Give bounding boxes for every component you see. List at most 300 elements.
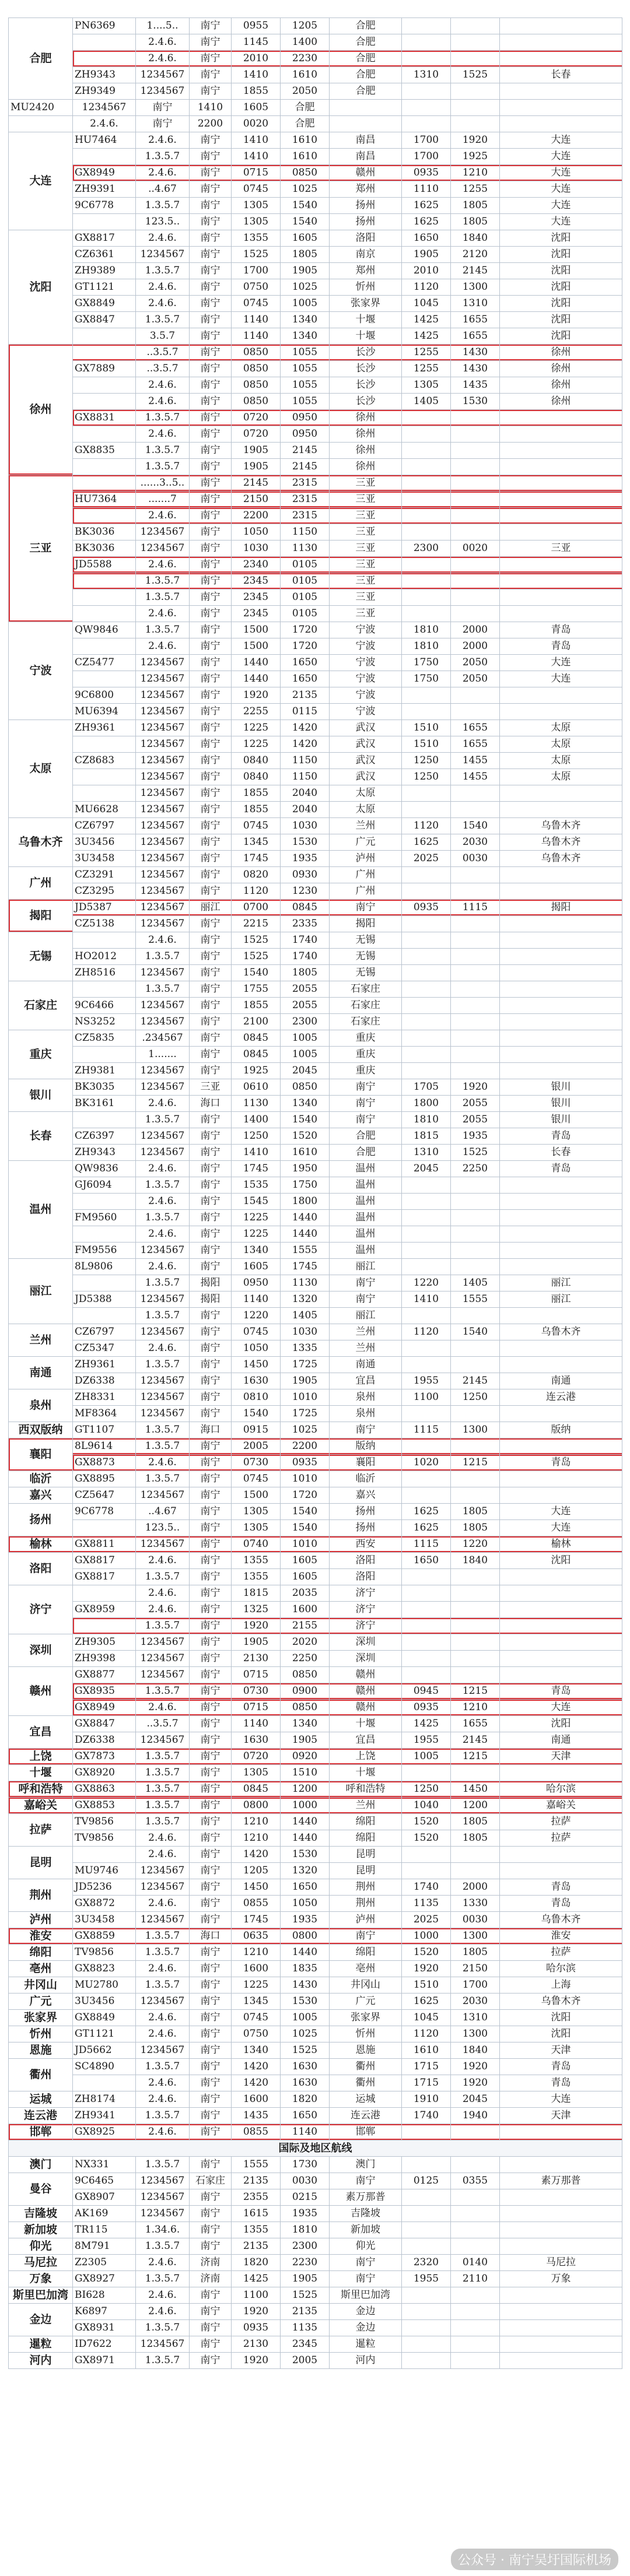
- dep-time-cell: 1340: [232, 2042, 281, 2059]
- flight-no-cell: [73, 51, 136, 67]
- destination-cell: 太原: [500, 753, 622, 769]
- arr-time-2-cell: [402, 116, 451, 132]
- flight-no-cell: [73, 2075, 136, 2091]
- flight-row: [9, 1047, 622, 1063]
- dep-time-cell: 0820: [232, 867, 281, 883]
- dep-time-cell: 1345: [232, 834, 281, 851]
- flight-row: [9, 573, 622, 589]
- flight-row: [9, 606, 622, 622]
- flight-no-cell: GX8849: [73, 2010, 136, 2026]
- schedule-cell: 1.3.5.7: [136, 1749, 190, 1765]
- dep-time-2-cell: [402, 508, 451, 524]
- arr-time-2-cell: [451, 1471, 500, 1487]
- arr-time-2-cell: [451, 1030, 500, 1047]
- dep-time-cell: 2345: [232, 573, 281, 589]
- arr-time-2-cell: [451, 1569, 500, 1585]
- arr-time-2-cell: 1525: [451, 67, 500, 83]
- dep-time-2-cell: 1955: [402, 1373, 451, 1389]
- dep-time-2-cell: 1705: [402, 1079, 451, 1096]
- arr-time-cell: 0900: [281, 1683, 330, 1700]
- dep-time-2-cell: 2025: [402, 851, 451, 867]
- flight-no-cell: [73, 736, 136, 753]
- city-cell: 仰光: [9, 2238, 73, 2255]
- destination-cell: 沈阳: [500, 230, 622, 247]
- arr-time-2-cell: 1655: [451, 328, 500, 345]
- city-cell: 曼谷: [9, 2173, 73, 2206]
- flight-row: [9, 655, 622, 671]
- schedule-cell: 1.3.5.7: [136, 1928, 190, 1945]
- arr-time-2-cell: 1920: [451, 2059, 500, 2075]
- origin-cell: 南宁: [190, 181, 232, 198]
- flight-row: [9, 1210, 622, 1226]
- origin-cell: 海口: [190, 1928, 232, 1945]
- city-cell: 暹粒: [9, 2336, 73, 2353]
- flight-no-cell: [73, 377, 136, 394]
- flight-row: [9, 198, 622, 214]
- destination-cell: [500, 1308, 622, 1324]
- destination-cell: [500, 1210, 622, 1226]
- dep-time-2-cell: [402, 932, 451, 949]
- flight-no-cell: CZ6797: [73, 1324, 136, 1340]
- flight-no-cell: [73, 1308, 136, 1324]
- origin-cell: 石家庄: [190, 2173, 232, 2189]
- stop-cell: 合肥: [330, 67, 402, 83]
- arr-time-2-cell: 2030: [451, 834, 500, 851]
- stop-cell: 长沙: [330, 361, 402, 377]
- flight-row: [9, 1618, 622, 1634]
- flight-no-cell: GX8935: [73, 1683, 136, 1700]
- dep-time-cell: 1305: [232, 1504, 281, 1520]
- origin-cell: 南宁: [190, 1373, 232, 1389]
- destination-cell: [500, 83, 622, 100]
- city-cell: 无锡: [9, 932, 73, 981]
- destination-cell: 榆林: [500, 1536, 622, 1553]
- destination-cell: 沈阳: [500, 296, 622, 312]
- origin-cell: 南宁: [190, 802, 232, 818]
- city-cell: 吉隆坡: [9, 2206, 73, 2222]
- stop-cell: 兰州: [330, 1798, 402, 1814]
- dep-time-2-cell: [402, 34, 451, 51]
- flight-row: [9, 1569, 622, 1585]
- flight-row: [9, 328, 622, 345]
- origin-cell: 南宁: [190, 1994, 232, 2010]
- flight-no-cell: MU6628: [73, 802, 136, 818]
- origin-cell: 南宁: [190, 83, 232, 100]
- dep-time-2-cell: [402, 492, 451, 508]
- dep-time-2-cell: 1810: [402, 1112, 451, 1128]
- flight-row: [9, 132, 622, 149]
- destination-cell: 大连: [500, 1700, 622, 1716]
- arr-time-cell: 1025: [281, 181, 330, 198]
- schedule-cell: 1234567: [136, 818, 190, 834]
- city-cell: 温州: [9, 1161, 73, 1259]
- arr-time-cell: 1010: [281, 1471, 330, 1487]
- destination-cell: [500, 883, 622, 900]
- dep-time-cell: 1130: [232, 1096, 281, 1112]
- arr-time-cell: 1750: [281, 1177, 330, 1194]
- city-cell: 亳州: [9, 1961, 73, 1977]
- dep-time-2-cell: 1910: [402, 2091, 451, 2108]
- dep-time-2-cell: [402, 2304, 451, 2320]
- dep-time-2-cell: [402, 1259, 451, 1275]
- stop-cell: 金边: [330, 2304, 402, 2320]
- flight-row: [9, 34, 622, 51]
- stop-cell: 洛阳: [330, 1569, 402, 1585]
- origin-cell: 南宁: [190, 2075, 232, 2091]
- origin-cell: 南宁: [190, 541, 232, 557]
- destination-cell: [500, 1863, 622, 1879]
- dep-time-cell: 1410: [232, 149, 281, 165]
- arr-time-2-cell: [451, 1765, 500, 1781]
- destination-cell: [500, 802, 622, 818]
- flight-row: [9, 2271, 622, 2287]
- origin-cell: 南宁: [190, 1455, 232, 1471]
- arr-time-cell: 1810: [281, 2222, 330, 2238]
- origin-cell: 南宁: [190, 328, 232, 345]
- arr-time-cell: 1025: [281, 2026, 330, 2042]
- flight-row: [9, 116, 622, 132]
- city-cell: 南通: [9, 1357, 73, 1389]
- origin-cell: 南宁: [190, 2320, 232, 2336]
- flight-row: [9, 1700, 622, 1716]
- stop-cell: 邯郸: [330, 2124, 402, 2140]
- flight-row: [9, 949, 622, 965]
- destination-cell: [500, 785, 622, 802]
- stop-cell: 斯里巴加湾: [330, 2287, 402, 2304]
- destination-cell: 太原: [500, 769, 622, 785]
- stop-cell: 绵阳: [330, 1945, 402, 1961]
- dep-time-2-cell: [402, 573, 451, 589]
- arr-time-2-cell: 1655: [451, 736, 500, 753]
- origin-cell: 南宁: [190, 1308, 232, 1324]
- dep-time-cell: 0845: [232, 1047, 281, 1063]
- arr-time-cell: 1800: [281, 1194, 330, 1210]
- stop-cell: 赣州: [330, 1683, 402, 1700]
- flight-no-cell: [73, 1520, 136, 1536]
- flight-row: [9, 1536, 622, 1553]
- origin-cell: 南宁: [136, 100, 190, 116]
- dep-time-2-cell: 0935: [402, 1700, 451, 1716]
- arr-time-2-cell: [451, 410, 500, 426]
- arr-time-cell: 1605: [281, 1569, 330, 1585]
- dep-time-cell: 0950: [232, 1275, 281, 1291]
- arr-time-2-cell: 2120: [451, 247, 500, 263]
- arr-time-cell: 1730: [281, 2157, 330, 2173]
- destination-cell: 丽江: [500, 1275, 622, 1291]
- arr-time-cell: 2135: [281, 687, 330, 704]
- schedule-cell: 1234567: [136, 900, 190, 916]
- destination-cell: 拉萨: [500, 1945, 622, 1961]
- dep-time-2-cell: [402, 704, 451, 720]
- city-cell: 呼和浩特: [9, 1781, 73, 1798]
- dep-time-cell: 0840: [232, 769, 281, 785]
- dep-time-2-cell: [402, 965, 451, 981]
- stop-cell: 济宁: [330, 1618, 402, 1634]
- dep-time-cell: 1030: [232, 541, 281, 557]
- stop-cell: 重庆: [330, 1030, 402, 1047]
- flight-no-cell: 3U3458: [73, 1912, 136, 1928]
- stop-cell: 赣州: [330, 1700, 402, 1716]
- origin-cell: 南宁: [190, 1536, 232, 1553]
- stop-cell: 武汉: [330, 769, 402, 785]
- schedule-cell: 1234567: [136, 1912, 190, 1928]
- city-cell: 丽江: [9, 1259, 73, 1324]
- origin-cell: 南宁: [190, 2059, 232, 2075]
- flight-no-cell: CZ8683: [73, 753, 136, 769]
- dep-time-2-cell: 1815: [402, 1128, 451, 1145]
- dep-time-cell: 1540: [232, 965, 281, 981]
- stop-cell: 兰州: [330, 1324, 402, 1340]
- destination-cell: 拉萨: [500, 1830, 622, 1847]
- city-cell: 银川: [9, 1079, 73, 1112]
- dep-time-2-cell: 1650: [402, 1553, 451, 1569]
- flight-no-cell: HU7364: [73, 492, 136, 508]
- dep-time-cell: 2355: [232, 2189, 281, 2206]
- schedule-cell: 1.3.5.7: [136, 2238, 190, 2255]
- origin-cell: 南宁: [190, 1014, 232, 1030]
- schedule-cell: 2.4.6.: [136, 230, 190, 247]
- flight-no-cell: CZ5477: [73, 655, 136, 671]
- destination-cell: 青岛: [500, 1161, 622, 1177]
- arr-time-cell: 1405: [281, 1308, 330, 1324]
- flight-row: [9, 1438, 622, 1455]
- stop-cell: 长沙: [330, 394, 402, 410]
- arr-time-2-cell: 1840: [451, 2042, 500, 2059]
- dep-time-2-cell: 1110: [402, 181, 451, 198]
- stop-cell: 版纳: [330, 1438, 402, 1455]
- schedule-cell: 1234567: [136, 541, 190, 557]
- flight-no-cell: 9C6778: [73, 198, 136, 214]
- dep-time-2-cell: 1310: [402, 67, 451, 83]
- dep-time-2-cell: [402, 410, 451, 426]
- dep-time-2-cell: 1000: [402, 1928, 451, 1945]
- destination-cell: 青岛: [500, 622, 622, 638]
- flight-no-cell: ZH9389: [73, 263, 136, 279]
- arr-time-cell: 1540: [281, 214, 330, 230]
- dep-time-2-cell: [402, 606, 451, 622]
- flight-row: [9, 2320, 622, 2336]
- dep-time-cell: 1355: [232, 230, 281, 247]
- destination-cell: 大连: [500, 214, 622, 230]
- destination-cell: 乌鲁木齐: [500, 1912, 622, 1928]
- flight-row: [9, 1977, 622, 1994]
- stop-cell: 泸州: [330, 1912, 402, 1928]
- stop-cell: 合肥: [330, 1128, 402, 1145]
- arr-time-cell: 1630: [281, 2059, 330, 2075]
- flight-schedule-sheet: [8, 17, 622, 2369]
- origin-cell: 南宁: [190, 785, 232, 802]
- flight-no-cell: GX8811: [73, 1536, 136, 1553]
- dep-time-2-cell: 1520: [402, 1814, 451, 1830]
- flight-no-cell: GX8949: [73, 1700, 136, 1716]
- flight-row: [9, 410, 622, 426]
- destination-cell: 沈阳: [500, 312, 622, 328]
- flight-no-cell: 8M791: [73, 2238, 136, 2255]
- arr-time-cell: 2200: [281, 1438, 330, 1455]
- flight-row: [9, 557, 622, 573]
- schedule-cell: 1234567: [73, 100, 136, 116]
- flight-no-cell: HO2012: [73, 949, 136, 965]
- flight-row: [9, 1847, 622, 1863]
- destination-cell: 银川: [500, 1112, 622, 1128]
- arr-time-cell: 1320: [281, 1863, 330, 1879]
- arr-time-cell: 0105: [281, 573, 330, 589]
- dep-time-2-cell: 0935: [402, 900, 451, 916]
- origin-cell: 南宁: [190, 1504, 232, 1520]
- city-cell: 宜昌: [9, 1716, 73, 1749]
- flight-no-cell: ZH9349: [73, 83, 136, 100]
- flight-row: [9, 2124, 622, 2140]
- stop-cell: 素万那普: [330, 2189, 402, 2206]
- destination-cell: [500, 1585, 622, 1602]
- origin-cell: 南宁: [190, 1667, 232, 1683]
- schedule-cell: 1234567: [136, 883, 190, 900]
- city-cell: 金边: [9, 2304, 73, 2336]
- destination-cell: [500, 508, 622, 524]
- flight-row: [9, 1781, 622, 1798]
- dep-time-2-cell: 1250: [402, 1781, 451, 1798]
- stop-cell: 重庆: [330, 1047, 402, 1063]
- origin-cell: 南宁: [190, 1177, 232, 1194]
- flight-row: [9, 2238, 622, 2255]
- dep-time-cell: 1225: [232, 720, 281, 736]
- stop-cell: 揭阳: [330, 916, 402, 932]
- dep-time-2-cell: [402, 1308, 451, 1324]
- destination-cell: 沈阳: [500, 263, 622, 279]
- destination-cell: 马尼拉: [500, 2255, 622, 2271]
- arr-time-cell: 2300: [281, 1014, 330, 1030]
- arr-time-cell: 1600: [281, 1602, 330, 1618]
- origin-cell: 南宁: [190, 655, 232, 671]
- arr-time-2-cell: 1655: [451, 720, 500, 736]
- schedule-cell: ..3.5.7: [136, 345, 190, 361]
- arr-time-cell: 1725: [281, 1357, 330, 1373]
- dep-time-2-cell: [402, 1243, 451, 1259]
- dep-time-2-cell: 1115: [402, 1536, 451, 1553]
- dep-time-cell: 0730: [232, 1455, 281, 1471]
- stop-cell: 温州: [330, 1161, 402, 1177]
- dep-time-2-cell: [402, 2238, 451, 2255]
- destination-cell: 徐州: [500, 345, 622, 361]
- origin-cell: 南宁: [190, 1210, 232, 1226]
- flight-row: [9, 1765, 622, 1781]
- schedule-cell: 1234567: [136, 1291, 190, 1308]
- arr-time-2-cell: [451, 557, 500, 573]
- arr-time-cell: 1025: [281, 1422, 330, 1438]
- stop-cell: 石家庄: [330, 981, 402, 998]
- origin-cell: 南宁: [190, 818, 232, 834]
- city-cell: 徐州: [9, 345, 73, 475]
- flight-row: [9, 1928, 622, 1945]
- dep-time-2-cell: 1610: [402, 2042, 451, 2059]
- city-cell: 扬州: [9, 1504, 73, 1536]
- origin-cell: 南宁: [190, 426, 232, 443]
- schedule-cell: 1.3.5.7: [136, 1177, 190, 1194]
- dep-time-2-cell: [402, 2320, 451, 2336]
- stop-cell: 泉州: [330, 1406, 402, 1422]
- arr-time-cell: 0105: [281, 589, 330, 606]
- stop-cell: 呼和浩特: [330, 1781, 402, 1798]
- flight-no-cell: MU6394: [73, 704, 136, 720]
- stop-cell: 南宁: [330, 1096, 402, 1112]
- arr-time-2-cell: 2050: [451, 655, 500, 671]
- origin-cell: 南宁: [190, 34, 232, 51]
- dep-time-2-cell: [402, 883, 451, 900]
- dep-time-2-cell: 1650: [402, 230, 451, 247]
- dep-time-2-cell: [402, 2336, 451, 2353]
- dep-time-cell: 1340: [232, 1243, 281, 1259]
- arr-time-2-cell: 1920: [451, 2075, 500, 2091]
- arr-time-cell: 0935: [281, 1455, 330, 1471]
- stop-cell: 赣州: [330, 1667, 402, 1683]
- schedule-cell: 2.4.6.: [136, 1455, 190, 1471]
- flight-row: [9, 1798, 622, 1814]
- arr-time-cell: 2135: [281, 2304, 330, 2320]
- arr-time-2-cell: 0140: [451, 2255, 500, 2271]
- origin-cell: 南宁: [190, 524, 232, 541]
- arr-time-cell: 1510: [281, 1765, 330, 1781]
- destination-cell: 南通: [500, 1732, 622, 1749]
- destination-cell: [500, 2320, 622, 2336]
- arr-time-cell: 0950: [281, 426, 330, 443]
- schedule-cell: 2.4.6.: [136, 1830, 190, 1847]
- dep-time-cell: 1630: [232, 1373, 281, 1389]
- arr-time-cell: 2045: [281, 1063, 330, 1079]
- dep-time-2-cell: 1005: [402, 1749, 451, 1765]
- origin-cell: 南宁: [190, 1063, 232, 1079]
- flight-row: [9, 312, 622, 328]
- flight-row: [9, 1994, 622, 2010]
- arr-time-2-cell: 1215: [451, 1455, 500, 1471]
- origin-cell: 南宁: [190, 1798, 232, 1814]
- flight-row: [9, 1145, 622, 1161]
- dep-time-cell: 1305: [232, 1520, 281, 1536]
- dep-time-2-cell: [402, 557, 451, 573]
- arr-time-2-cell: [451, 524, 500, 541]
- flight-row: [9, 541, 622, 557]
- destination-cell: 乌鲁木齐: [500, 818, 622, 834]
- arr-time-cell: 1540: [281, 1520, 330, 1536]
- destination-cell: 徐州: [500, 377, 622, 394]
- arr-time-cell: 1720: [281, 638, 330, 655]
- arr-time-2-cell: 2110: [451, 2271, 500, 2287]
- origin-cell: 南宁: [190, 1814, 232, 1830]
- schedule-cell: 1.3.5.7: [136, 1977, 190, 1994]
- dep-time-cell: 1325: [232, 1602, 281, 1618]
- city-cell: 淮安: [9, 1928, 73, 1945]
- flight-no-cell: [73, 34, 136, 51]
- dep-time-cell: 0850: [232, 377, 281, 394]
- origin-cell: 南宁: [190, 606, 232, 622]
- dep-time-2-cell: [402, 1030, 451, 1047]
- flight-row: [9, 1422, 622, 1438]
- destination-cell: 青岛: [500, 2075, 622, 2091]
- destination-cell: [500, 704, 622, 720]
- arr-time-2-cell: [451, 589, 500, 606]
- schedule-cell: 1234567: [136, 753, 190, 769]
- destination-cell: [500, 2353, 622, 2369]
- origin-cell: 南宁: [190, 1912, 232, 1928]
- flight-no-cell: GX8925: [73, 2124, 136, 2140]
- dep-time-cell: 0745: [232, 2010, 281, 2026]
- schedule-cell: 1.3.5.7: [136, 1765, 190, 1781]
- flight-row: [9, 263, 622, 279]
- flight-no-cell: GX7873: [73, 1749, 136, 1765]
- destination-cell: 天津: [500, 1749, 622, 1765]
- flight-row: [9, 867, 622, 883]
- stop-cell: 广元: [330, 834, 402, 851]
- arr-time-2-cell: [451, 1210, 500, 1226]
